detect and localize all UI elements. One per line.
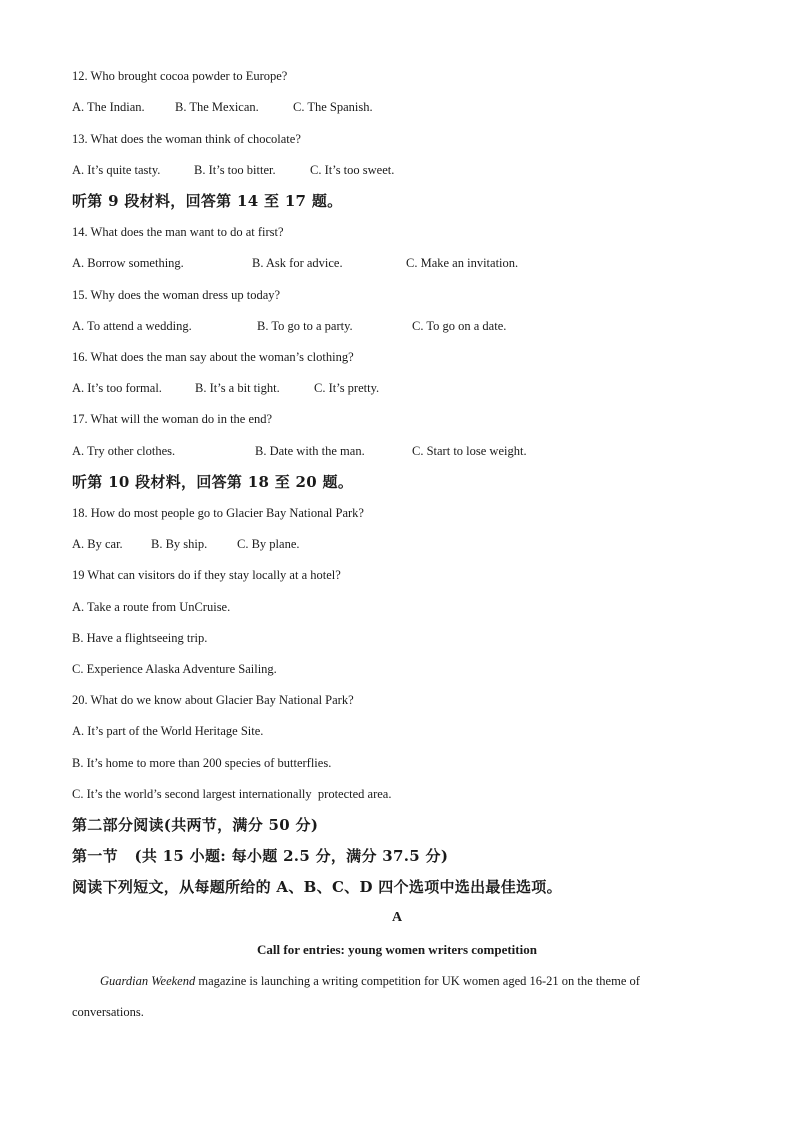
question-14: 14. What does the man want to do at first? bbox=[72, 225, 284, 239]
passage-paragraph bbox=[72, 966, 708, 1028]
q13-option-b: B. It’s too bitter. bbox=[194, 163, 276, 177]
section-10-heading: 听第 10 段材料，回答第 18 至 20 题。 bbox=[72, 473, 354, 491]
q17-option-b: B. Date with the man. bbox=[255, 444, 365, 458]
question-13: 13. What does the woman think of chocolate? bbox=[72, 132, 301, 146]
q15-option-a: A. To attend a wedding. bbox=[72, 319, 192, 333]
q18-option-c: C. By plane. bbox=[237, 537, 300, 551]
q15-option-b: B. To go to a party. bbox=[257, 319, 353, 333]
q20-option-b: B. It’s home to more than 200 species of butterflies. bbox=[72, 756, 332, 770]
passage-title: Call for entries: young women writers competition bbox=[257, 942, 537, 957]
q16-option-b: B. It’s a bit tight. bbox=[195, 381, 280, 395]
question-15: 15. Why does the woman dress up today? bbox=[72, 288, 281, 302]
q18-option-a: A. By car. bbox=[72, 537, 123, 551]
q15-option-c: C. To go on a date. bbox=[412, 319, 507, 333]
q20-option-a: A. It’s part of the World Heritage Site. bbox=[72, 724, 264, 738]
passage-text: magazine is launching a writing competition for UK women aged 16-21 on the theme of conversations. bbox=[72, 974, 640, 1019]
q14-option-c: C. Make an invitation. bbox=[406, 256, 519, 270]
q13-option-c: C. It’s too sweet. bbox=[310, 163, 395, 177]
question-17: 17. What will the woman do in the end? bbox=[72, 412, 273, 426]
q12-option-a: A. The Indian. bbox=[72, 100, 145, 114]
question-12: 12. Who brought cocoa powder to Europe? bbox=[72, 69, 288, 83]
q19-option-c: C. Experience Alaska Adventure Sailing. bbox=[72, 662, 277, 676]
passage-letter: A bbox=[391, 910, 403, 925]
q19-option-b: B. Have a flightseeing trip. bbox=[72, 631, 208, 645]
q13-option-a: A. It’s quite tasty. bbox=[72, 163, 161, 177]
q12-option-c: C. The Spanish. bbox=[293, 100, 373, 114]
q16-option-a: A. It’s too formal. bbox=[72, 381, 162, 395]
question-16: 16. What does the man say about the woman’s clothing? bbox=[72, 350, 354, 364]
section-9-heading: 听第 9 段材料，回答第 14 至 17 题。 bbox=[72, 192, 343, 210]
q16-option-c: C. It’s pretty. bbox=[314, 381, 380, 395]
magazine-name: Guardian Weekend bbox=[100, 974, 196, 988]
question-20: 20. What do we know about Glacier Bay National Park? bbox=[72, 693, 354, 707]
q20-option-c: C. It’s the world’s second largest internationally protected area. bbox=[72, 787, 392, 801]
q14-option-b: B. Ask for advice. bbox=[252, 256, 343, 270]
q18-option-b: B. By ship. bbox=[151, 537, 208, 551]
q14-option-a: A. Borrow something. bbox=[72, 256, 184, 270]
reading-instructions: 阅读下列短文，从每题所给的 A、B、C、D 四个选项中选出最佳选项。 bbox=[72, 878, 562, 896]
section-1-heading: 第一节 (共 15 小题: 每小题 2.5 分，满分 37.5 分) bbox=[72, 847, 449, 865]
q17-option-c: C. Start to lose weight. bbox=[412, 444, 527, 458]
question-19: 19 What can visitors do if they stay locally at a hotel? bbox=[72, 568, 341, 582]
q19-option-a: A. Take a route from UnCruise. bbox=[72, 600, 231, 614]
q12-option-b: B. The Mexican. bbox=[175, 100, 259, 114]
q17-option-a: A. Try other clothes. bbox=[72, 444, 176, 458]
question-18: 18. How do most people go to Glacier Bay National Park? bbox=[72, 506, 364, 520]
part-2-heading: 第二部分阅读(共两节，满分 50 分) bbox=[72, 816, 319, 834]
